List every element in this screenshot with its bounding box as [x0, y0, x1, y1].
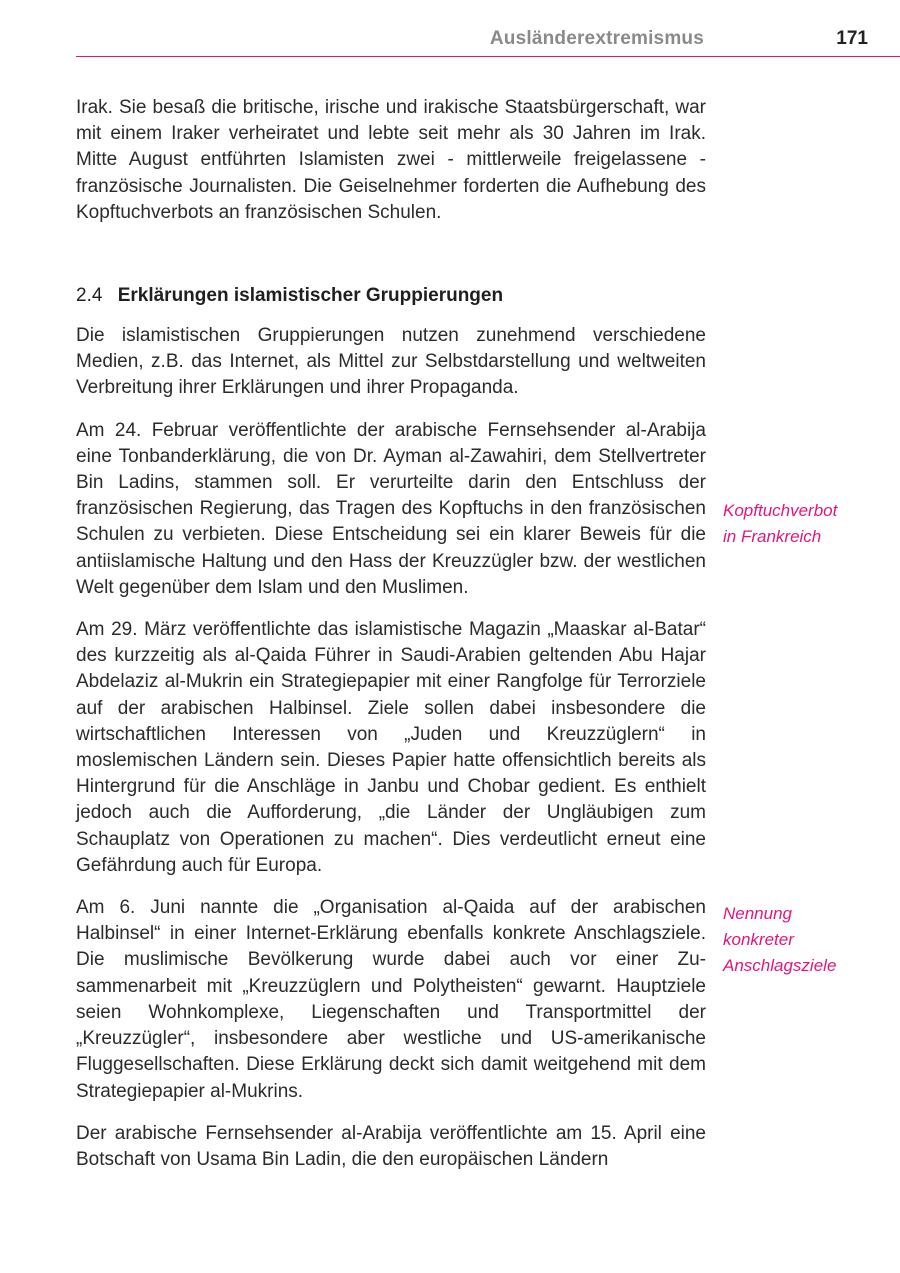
section-title: Erklärungen islamistischer Gruppierungen [117, 285, 504, 307]
margin-note-line: konkreter [723, 930, 794, 950]
page-number: 171 [836, 28, 868, 49]
paragraph-media-use: Die islamistischen Gruppierungen nutzen zunehmend verschiedene Medien, z.B. das Internet, als Mittel zur Selbstdarstellung und weltweiten Verbreitung ihrer Erklärungen und ihrer Propaganda. [76, 325, 706, 399]
paragraph-june-statement: Am 6. Juni nannte die „Organisation al-Qaida auf der arabischen Halbinsel“ in einer Internet-Erklärung ebenfalls konkrete Anschlagsziele. Die muslimische Bevölkerung wurde dabei auch vor einer Zusammenarbeit mit „Kreuzzüglern und Polytheisten“ gewarnt. Hauptziele seien Wohnkomplexe, Liegenschaften und Transportmittel der „Kreuzzügler“, insbesondere aber westliche und US-amerikanische Fluggesellschaften. Diese Erklärung deckt sich damit weitgehend mit dem Strategiepapier al-Mukrins. [76, 897, 706, 1102]
margin-note-headscarf-ban [723, 498, 893, 550]
section-heading [76, 283, 706, 309]
margin-note-line: Kopftuchverbot [723, 501, 838, 520]
body-text-column [76, 95, 706, 1189]
margin-note-line: Anschlagsziele [723, 956, 837, 976]
margin-note-attack-targets [723, 901, 893, 980]
running-header [0, 0, 900, 60]
paragraph-april-message: Der arabische Fernsehsender al-Arabija veröffentlichte am 15. April eine Botschaft von Usama Bin Ladin, die den europäischen Ländern [76, 1122, 706, 1170]
paragraph-march-strategy-paper: Am 29. März veröffentlichte das islamistische Magazin „Maaskar al-Batar“ des kurzzeitig als al-Qaida Führer in Saudi-Arabien geltenden Abu Hajar Abdelaziz al-Mukrin ein Strategiepapier mit einer Rangfolge für Terrorziele auf der arabischen Halbinsel. Ziele sollen dabei insbesondere die wirtschaftlichen Interessen von „Juden und Kreuzzüglern“ in moslemischen Ländern sein. Dieses Papier hatte offensichtlich bereits als Hintergrund für die Anschläge in Janbu und Chobar gedient. Es enthielt jedoch auch die Aufforderung, „die Länder der Ungläubigen zum Schauplatz von Operationen zu machen“. Dies verdeutlicht erneut eine Gefährdung auch für Europa. [76, 619, 706, 876]
paragraph-february-statement: Am 24. Februar veröffentlichte der arabische Fernsehsender al-Arabija eine Tonbanderklärung, die von Dr. Ayman al-Zawahiri, dem Stellvertreter Bin Ladins, stammen soll. Er verurteilte darin den Entschluss der französischen Regierung, das Tragen des Kopftuchs in den französischen Schulen zu verbieten. Diese Entscheidung sei ein klarer Beweis für die antiislamische Haltung und den Hass der Kreuzzügler bzw. der westlichen Welt gegenüber dem Islam und den Muslimen. [76, 419, 706, 598]
margin-note-line: in Frankreich [723, 527, 822, 547]
running-header-title: Ausländerextremismus [489, 28, 704, 49]
intro-paragraph: Irak. Sie besaß die britische, irische und irakische Staatsbürgerschaft, war mit einem Iraker verheiratet und lebte seit mehr als 30 Jahren im Irak. Mitte August entführten Islamisten zwei - mittlerweile freigelassene - französische Journalisten. Die Geiselnehmer forderten die Aufhebung des Kopftuchverbots an französischen Schulen. [76, 97, 706, 223]
section-number: 2.4 [76, 285, 103, 307]
margin-note-line: Nennung [723, 904, 793, 923]
header-divider [76, 56, 900, 57]
